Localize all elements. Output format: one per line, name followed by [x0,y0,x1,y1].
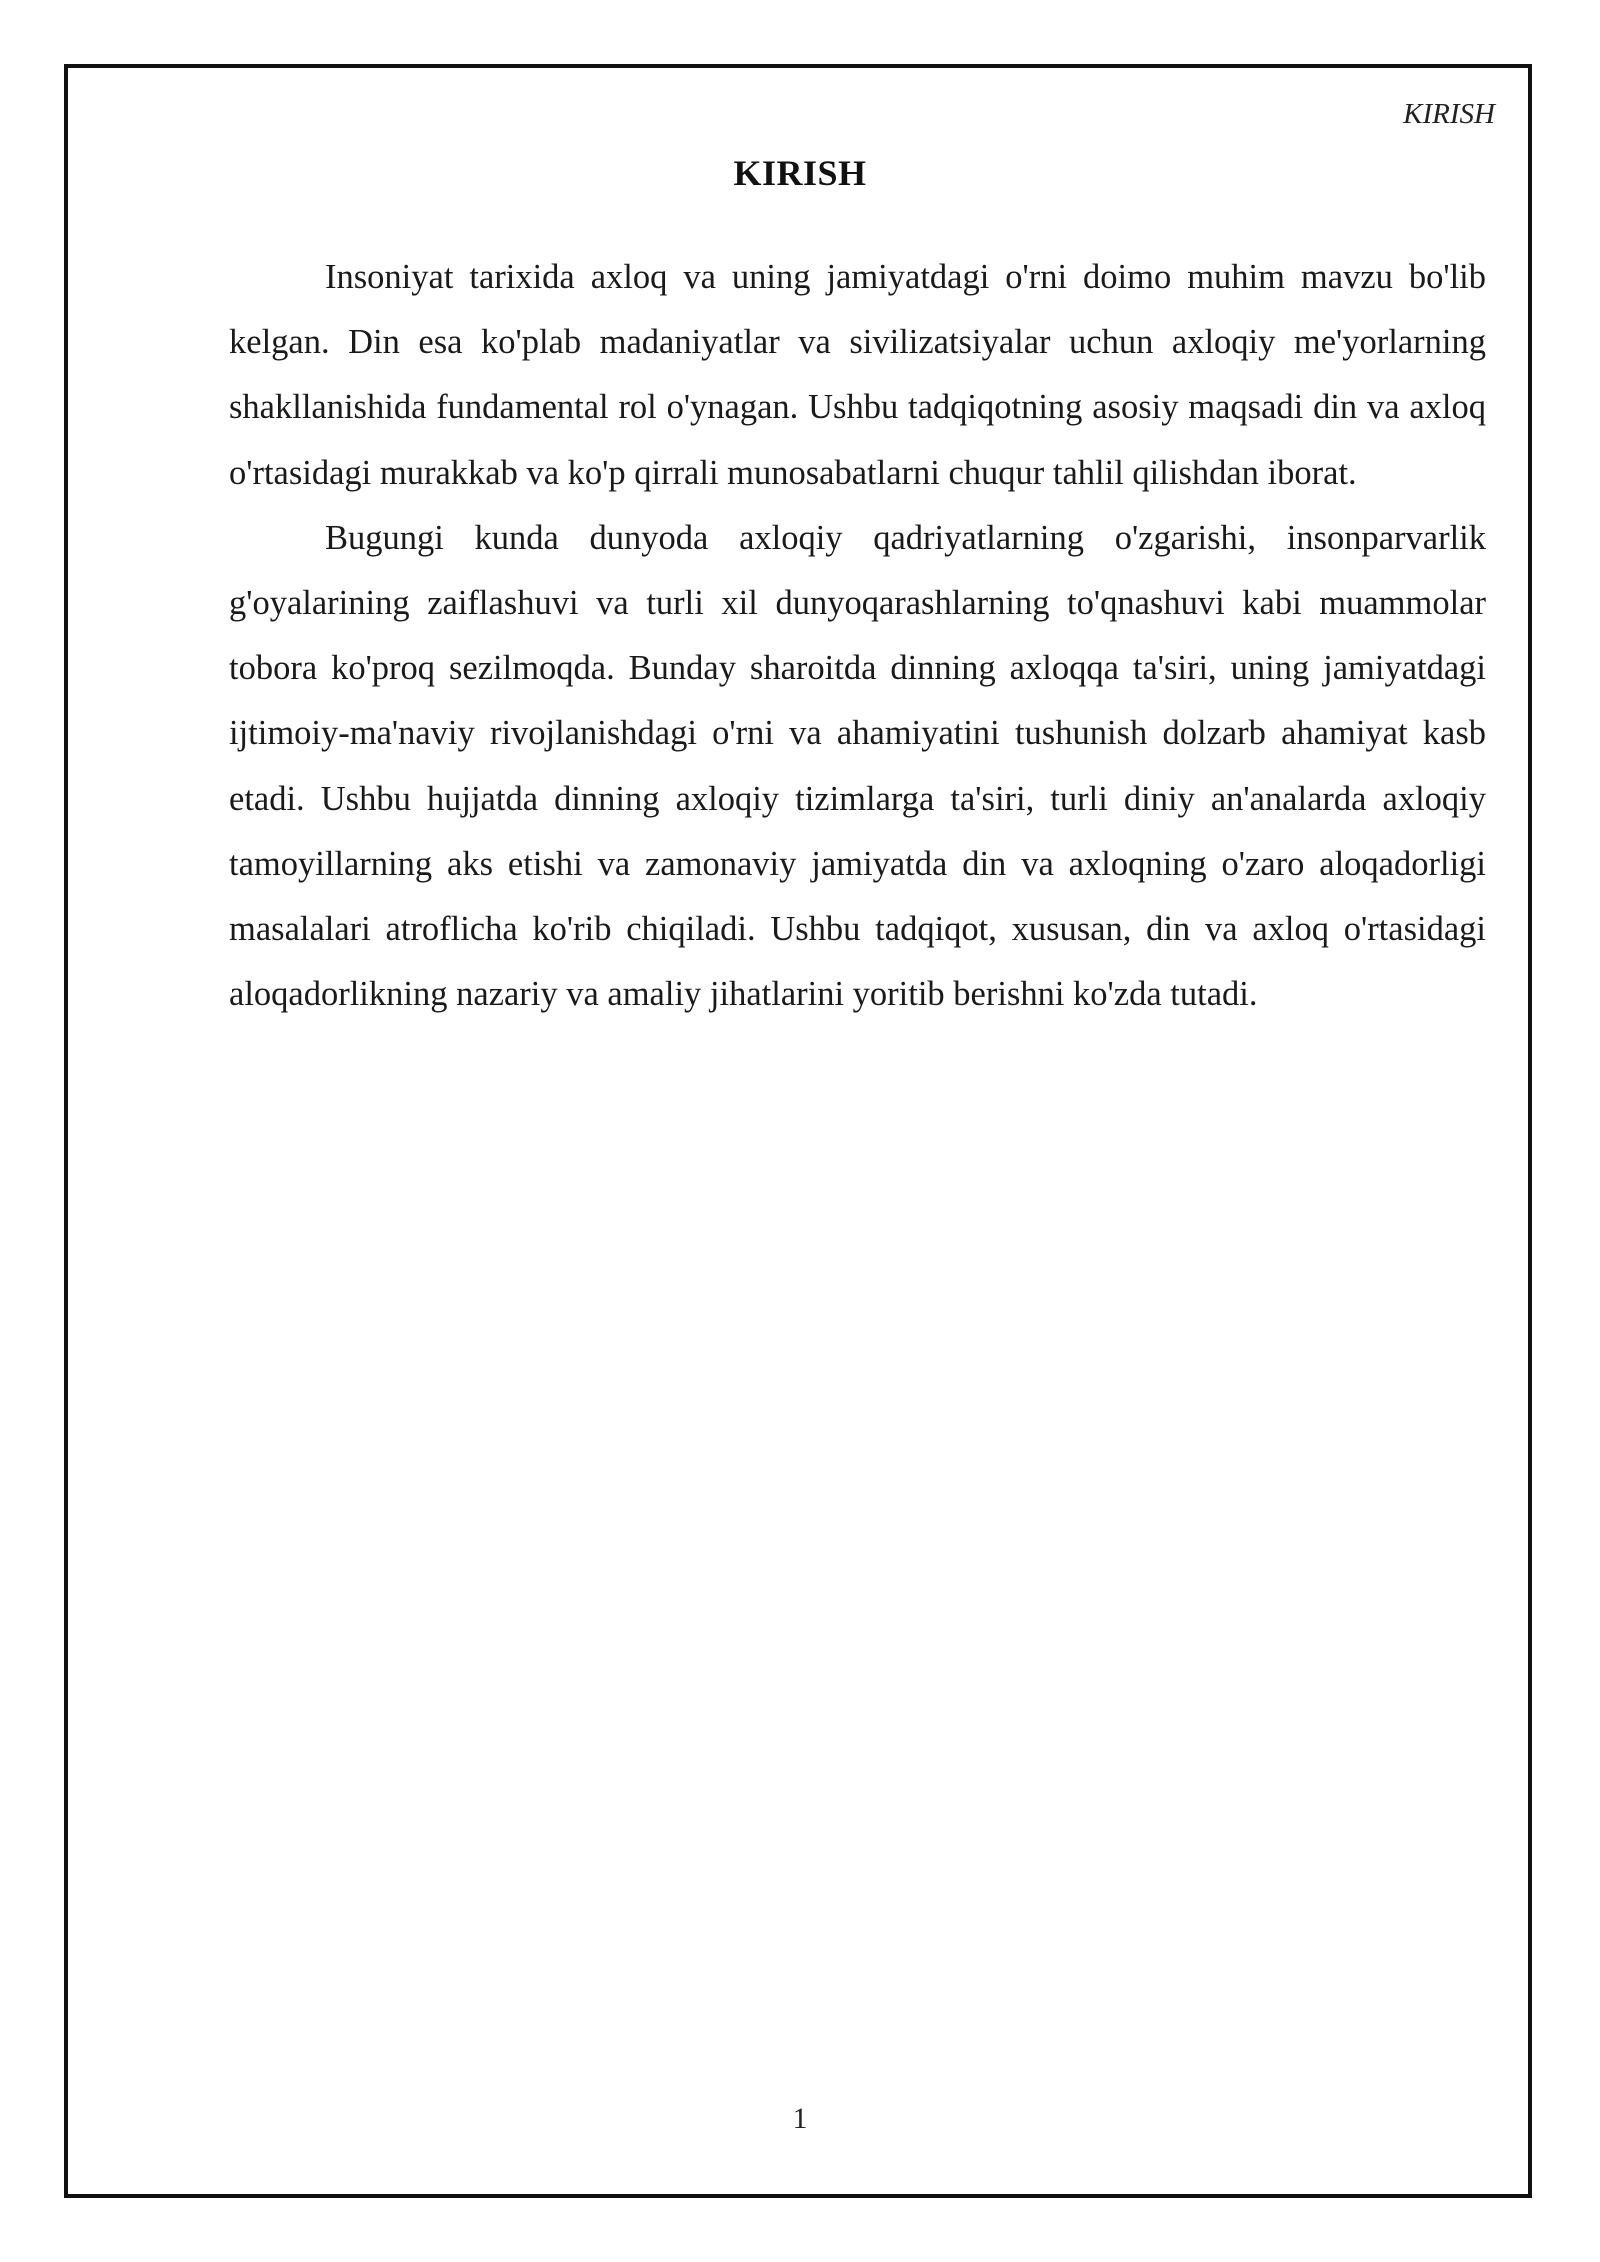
paragraph: Insoniyat tarixida axloq va uning jamiyatdagi o'rni doimo muhim mavzu bo'lib kelgan. Din esa ko'plab madaniyatlar va sivilizatsiyalar uchun axloqiy me'yorlarning shakllanishida fundamental rol o'ynagan. Ushbu tadqiqotning asosiy maqsadi din va axloq o'rtasidagi murakkab va ko'p qirrali munosabatlarni chuqur tahlil qilishdan iborat. [229,258,1486,492]
running-header: KIRISH [1403,98,1495,130]
page-title: KIRISH [733,153,867,193]
document-body [229,245,1486,1027]
page-number: 1 [792,2102,808,2135]
paragraph: Bugungi kunda dunyoda axloqiy qadriyatlarning o'zgarishi, insonparvarlik g'oyalarining zaiflashuvi va turli xil dunyoqarashlarning to'qnashuvi kabi muammolar tobora ko'proq sezilmoqda. Bunday sharoitda dinning axloqqa ta'siri, uning jamiyatdagi ijtimoiy-ma'naviy rivojlanishdagi o'rni va ahamiyatini tushunish dolzarb ahamiyat kasb etadi. Ushbu hujjatda dinning axloqiy tizimlarga ta'siri, turli diniy an'analarda axloqiy tamoyillarning aks etishi va zamonaviy jamiyatda din va axloqning o'zaro aloqadorligi masalalari atroflicha ko'rib chiqiladi. Ushbu tadqiqot, xususan, din va axloq o'rtasidagi aloqadorlikning nazariy va amaliy jihatlarini yoritib berishni ko'zda tutadi. [229,518,1486,1014]
